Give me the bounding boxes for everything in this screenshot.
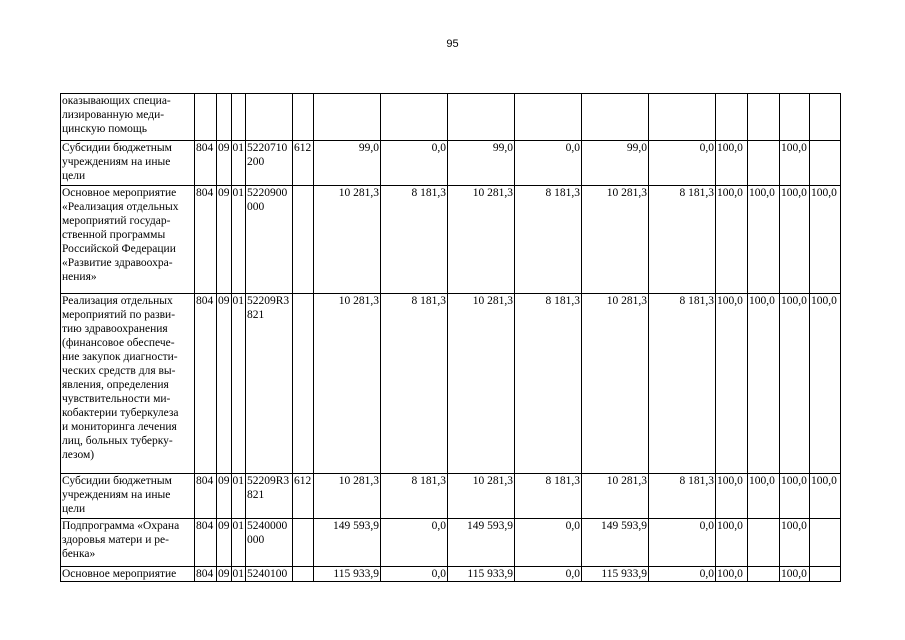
ministry-code: 804 [195, 294, 217, 474]
table-row [61, 141, 841, 186]
amount-1: 10 281,3 [314, 186, 381, 294]
expense-type-code [293, 567, 314, 582]
percent-4: 100,0 [810, 294, 841, 474]
percent-1 [716, 94, 748, 141]
amount-4: 0,0 [515, 141, 582, 186]
row-name: Субсидии бюджетным учреждениям на иные цели [61, 474, 195, 519]
percent-2 [748, 141, 780, 186]
percent-3: 100,0 [780, 567, 810, 582]
expense-type-code [293, 294, 314, 474]
ministry-code: 804 [195, 519, 217, 567]
ministry-code: 804 [195, 567, 217, 582]
percent-3 [780, 94, 810, 141]
expense-type-code: 612 [293, 141, 314, 186]
percent-2: 100,0 [748, 186, 780, 294]
target-article-code: 5240000000 [246, 519, 293, 567]
ministry-code: 804 [195, 186, 217, 294]
amount-4: 0,0 [515, 567, 582, 582]
budget-table [60, 93, 841, 582]
amount-5: 10 281,3 [582, 294, 649, 474]
amount-3: 10 281,3 [448, 474, 515, 519]
amount-5: 10 281,3 [582, 474, 649, 519]
percent-2 [748, 567, 780, 582]
table-row [61, 94, 841, 141]
amount-2: 0,0 [381, 519, 448, 567]
amount-6: 0,0 [649, 567, 716, 582]
row-name: оказывающих специа- лизированную меди- цинскую помощь [61, 94, 195, 141]
amount-1: 99,0 [314, 141, 381, 186]
amount-5: 99,0 [582, 141, 649, 186]
row-name: Реализация отдельных мероприятий по разви- тию здравоохранения (финансовое обеспече- ние закупок диагности- ческих средств для вы- явления, определения чувствительности ми- кобактерии туберкулеза и мониторинга лечения лиц, больных туберку- лезом) [61, 294, 195, 474]
subsection-code: 01 [231, 474, 246, 519]
table-row [61, 186, 841, 294]
amount-5: 10 281,3 [582, 186, 649, 294]
subsection-code: 01 [232, 568, 244, 580]
expense-type-code [293, 519, 314, 567]
percent-3: 100,0 [780, 141, 810, 186]
percent-2 [748, 519, 780, 567]
percent-1: 100,0 [716, 567, 748, 582]
amount-4: 8 181,3 [515, 186, 582, 294]
ministry-code: 804 [195, 474, 217, 519]
amount-3: 99,0 [448, 141, 515, 186]
percent-2: 100,0 [748, 474, 780, 519]
row-name: Основное мероприятие «Реализация отдельных мероприятий государ- ственной программы Российской Федерации «Развитие здравоохра- нения» [61, 186, 195, 294]
amount-4: 8 181,3 [515, 474, 582, 519]
amount-1: 149 593,9 [314, 519, 381, 567]
section-code: 09 [217, 141, 232, 186]
section-code: 09 [217, 186, 232, 294]
percent-3: 100,0 [780, 519, 810, 567]
percent-1: 100,0 [716, 186, 748, 294]
percent-4: 100,0 [810, 474, 841, 519]
percent-2: 100,0 [748, 294, 780, 474]
amount-6: 0,0 [649, 141, 716, 186]
table-row [61, 294, 841, 474]
amount-2: 0,0 [381, 141, 448, 186]
amount-3 [448, 94, 515, 141]
target-article-code: 52209R3821 [246, 474, 293, 519]
target-article-code: 5220710200 [246, 141, 293, 186]
row-name: Подпрограмма «Охрана здоровья матери и ре- бенка» [61, 519, 195, 567]
amount-6: 8 181,3 [649, 294, 716, 474]
subsection-code: 01 [231, 186, 246, 294]
percent-4 [810, 519, 841, 567]
target-article-code: 5240100 [246, 567, 293, 582]
percent-1: 100,0 [716, 141, 748, 186]
amount-3: 10 281,3 [448, 186, 515, 294]
amount-4: 0,0 [515, 519, 582, 567]
amount-2: 0,0 [381, 567, 448, 582]
percent-4 [810, 141, 841, 186]
percent-1: 100,0 [716, 474, 748, 519]
subsection-code: 01 [231, 519, 246, 567]
section-code: 09 [217, 294, 232, 474]
amount-3: 149 593,9 [448, 519, 515, 567]
amount-1: 115 933,9 [314, 567, 381, 582]
percent-1: 100,0 [716, 294, 748, 474]
amount-2: 8 181,3 [381, 474, 448, 519]
ministry-code: 804 [195, 141, 217, 186]
amount-1: 10 281,3 [314, 474, 381, 519]
percent-4: 100,0 [810, 186, 841, 294]
percent-4 [810, 94, 841, 141]
amount-5: 149 593,9 [582, 519, 649, 567]
percent-4 [810, 567, 841, 582]
percent-2 [748, 94, 780, 141]
percent-3: 100,0 [780, 474, 810, 519]
amount-4 [515, 94, 582, 141]
amount-6: 0,0 [649, 519, 716, 567]
amount-3: 115 933,9 [448, 567, 515, 582]
percent-1: 100,0 [716, 519, 748, 567]
table-row [61, 474, 841, 519]
target-article-code: 52209R3821 [246, 294, 293, 474]
amount-5 [582, 94, 649, 141]
amount-6: 8 181,3 [649, 474, 716, 519]
section-code: 09 [218, 568, 230, 580]
section-code: 09 [217, 519, 232, 567]
amount-4: 8 181,3 [515, 294, 582, 474]
amount-6 [649, 94, 716, 141]
amount-1 [314, 94, 381, 141]
percent-3: 100,0 [780, 186, 810, 294]
amount-6: 8 181,3 [649, 186, 716, 294]
amount-2: 8 181,3 [381, 186, 448, 294]
target-article-code [246, 94, 293, 141]
amount-1: 10 281,3 [314, 294, 381, 474]
percent-3: 100,0 [780, 294, 810, 474]
expense-type-code [293, 186, 314, 294]
subsection-code [231, 94, 246, 141]
section-code: 09 [217, 474, 232, 519]
expense-type-code [293, 94, 314, 141]
section-code [217, 94, 232, 141]
page-number: 95 [446, 38, 459, 50]
target-article-code: 5220900000 [246, 186, 293, 294]
row-name: Субсидии бюджетным учреждениям на иные цели [61, 141, 195, 186]
amount-2: 8 181,3 [381, 294, 448, 474]
amount-3: 10 281,3 [448, 294, 515, 474]
subsection-code: 01 [231, 294, 246, 474]
amount-5: 115 933,9 [582, 567, 649, 582]
table-row [61, 519, 841, 567]
ministry-code [195, 94, 217, 141]
row-name: Основное мероприятие [61, 567, 195, 582]
amount-2 [381, 94, 448, 141]
expense-type-code: 612 [293, 474, 314, 519]
table-row [61, 567, 841, 582]
subsection-code: 01 [231, 141, 246, 186]
